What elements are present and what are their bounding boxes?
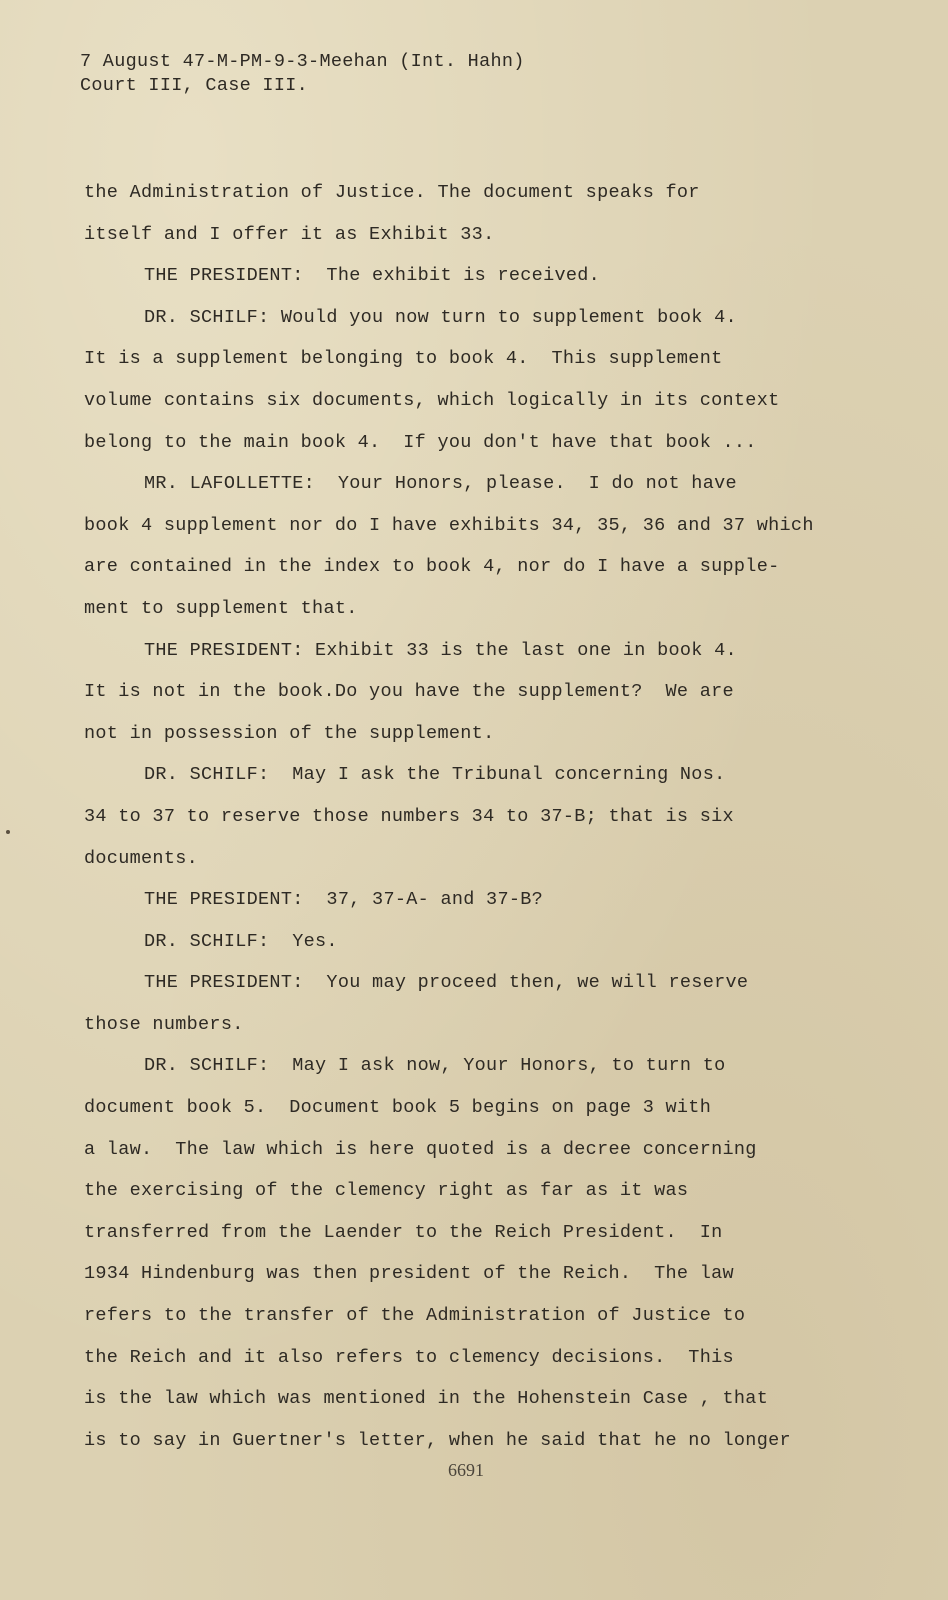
transcript-line: DR. SCHILF: May I ask the Tribunal concerning Nos. bbox=[144, 764, 726, 786]
transcript-line: refers to the transfer of the Administration of Justice to bbox=[84, 1305, 746, 1327]
transcript-line: MR. LAFOLLETTE: Your Honors, please. I do not have bbox=[144, 473, 737, 495]
transcript-line: THE PRESIDENT: 37, 37-A- and 37-B? bbox=[144, 889, 544, 911]
page-number: 6691 bbox=[448, 1460, 484, 1480]
transcript-line: DR. SCHILF: Yes. bbox=[144, 930, 338, 952]
transcript-line: belong to the main book 4. If you don't have that book ... bbox=[84, 431, 757, 453]
header-session-line: 7 August 47-M-PM-9-3-Meehan (Int. Hahn) bbox=[80, 51, 525, 72]
transcript-line: THE PRESIDENT: Exhibit 33 is the last one in book 4. bbox=[144, 639, 737, 661]
transcript-body bbox=[84, 172, 904, 1461]
transcript-line: the Reich and it also refers to clemency decisions. This bbox=[84, 1346, 734, 1368]
transcript-line: those numbers. bbox=[84, 1013, 244, 1035]
transcript-line: ment to supplement that. bbox=[84, 597, 358, 619]
transcript-line: DR. SCHILF: May I ask now, Your Honors, to turn to bbox=[144, 1055, 726, 1077]
transcript-line: It is a supplement belonging to book 4. This supplement bbox=[84, 348, 723, 370]
transcript-line: THE PRESIDENT: The exhibit is received. bbox=[144, 265, 601, 287]
transcript-line: is to say in Guertner's letter, when he said that he no longer bbox=[84, 1429, 791, 1451]
transcript-line: 1934 Hindenburg was then president of the Reich. The law bbox=[84, 1263, 734, 1285]
header-court-line: Court III, Case III. bbox=[80, 75, 309, 96]
transcript-line: 34 to 37 to reserve those numbers 34 to 37-B; that is six bbox=[84, 805, 734, 827]
transcript-line: itself and I offer it as Exhibit 33. bbox=[84, 223, 495, 245]
transcript-line: is the law which was mentioned in the Hohenstein Case , that bbox=[84, 1388, 769, 1410]
transcript-line: documents. bbox=[84, 847, 199, 869]
transcript-line: document book 5. Document book 5 begins on page 3 with bbox=[84, 1097, 712, 1119]
transcript-line: volume contains six documents, which logically in its context bbox=[84, 389, 780, 411]
transcript-line: THE PRESIDENT: You may proceed then, we will reserve bbox=[144, 972, 749, 994]
transcript-line: the exercising of the clemency right as far as it was bbox=[84, 1180, 689, 1202]
transcript-line: book 4 supplement nor do I have exhibits 34, 35, 36 and 37 which bbox=[84, 514, 814, 536]
paper-mark bbox=[6, 830, 10, 834]
transcript-line: It is not in the book.Do you have the supplement? We are bbox=[84, 681, 734, 703]
transcript-line: transferred from the Laender to the Reich President. In bbox=[84, 1221, 723, 1243]
transcript-line: are contained in the index to book 4, nor do I have a supple- bbox=[84, 556, 780, 578]
transcript-line: the Administration of Justice. The document speaks for bbox=[84, 182, 700, 203]
transcript-line: DR. SCHILF: Would you now turn to supplement book 4. bbox=[144, 306, 737, 328]
transcript-header bbox=[80, 50, 525, 98]
transcript-line: a law. The law which is here quoted is a decree concerning bbox=[84, 1138, 757, 1160]
transcript-line: not in possession of the supplement. bbox=[84, 722, 495, 744]
